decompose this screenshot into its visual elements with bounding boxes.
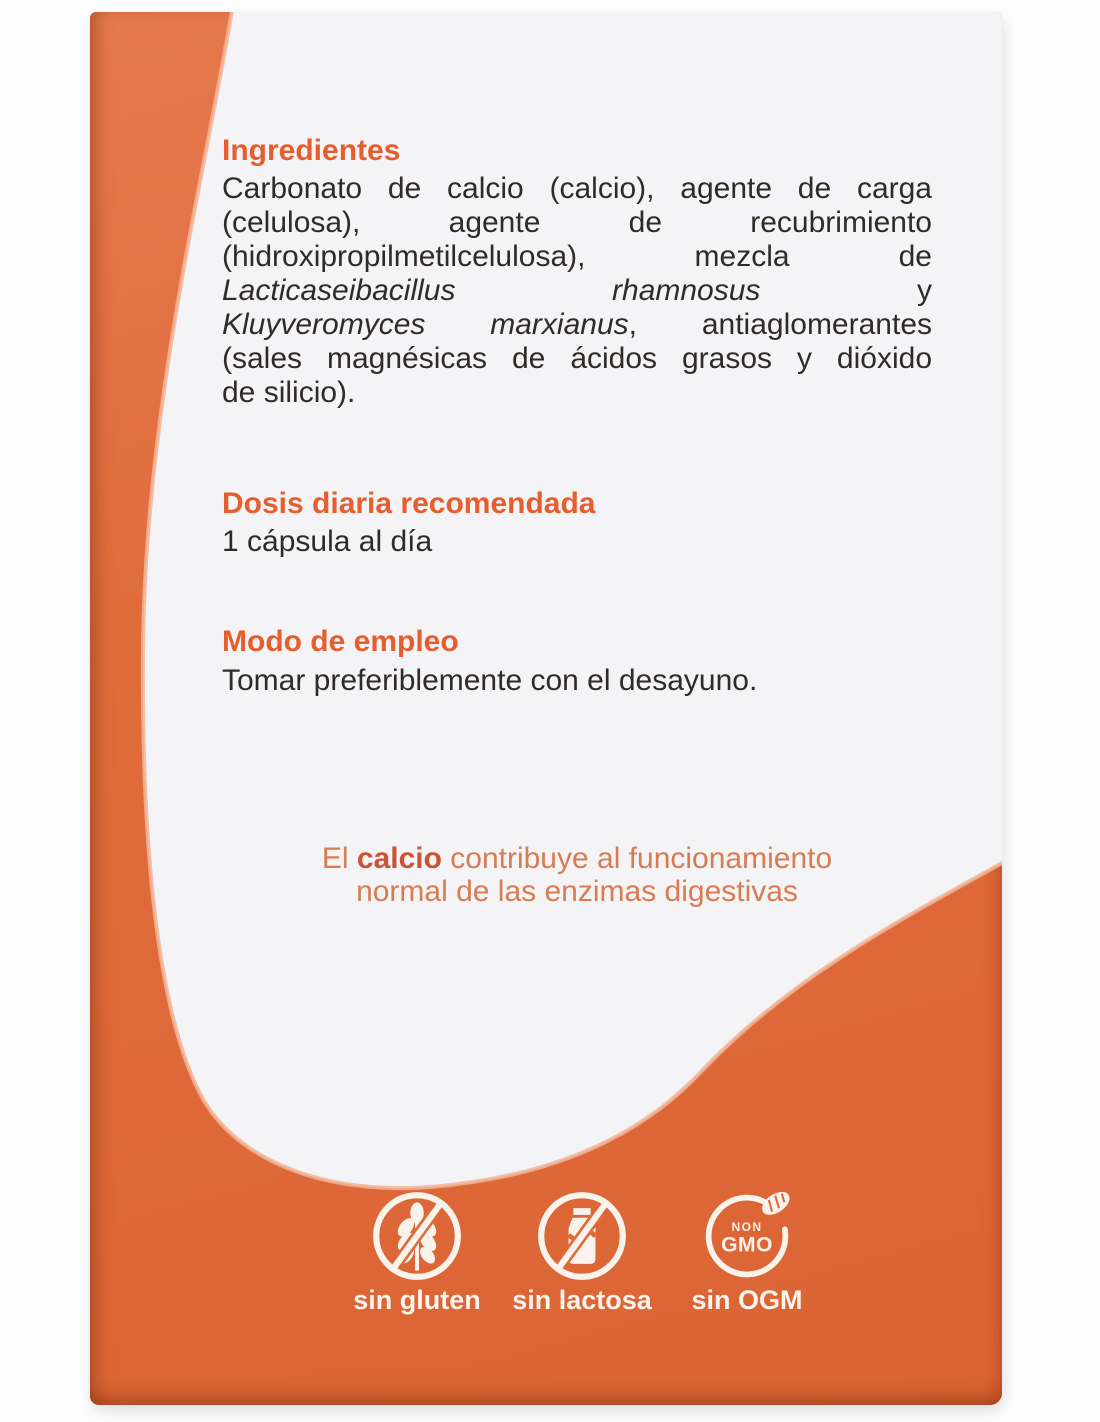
usage-heading: Modo de empleo	[222, 625, 459, 658]
ingredients-text	[222, 172, 932, 410]
usage-text: Tomar preferiblemente con el desayuno.	[222, 664, 758, 697]
ingredients-line: Lacticaseibacillus rhamnosus y	[222, 274, 932, 307]
non-gmo-text-bottom: GMO	[721, 1233, 773, 1257]
dosage-heading: Dosis diaria recomendada	[222, 487, 596, 520]
label-content	[90, 12, 1002, 1405]
supplement-box-back-panel	[90, 12, 1002, 1405]
non-gmo-icon	[699, 1188, 795, 1284]
badge-gluten-free	[332, 1188, 502, 1315]
species-name: Kluyveromyces marxianus	[222, 308, 629, 341]
badge-gmo-label: sin OGM	[691, 1285, 803, 1315]
badge-lactose-free	[497, 1188, 667, 1315]
badge-lactose-label: sin lactosa	[512, 1285, 652, 1315]
ingredients-line: Kluyveromyces marxianus, antiaglomerantes	[222, 308, 932, 341]
badge-non-gmo	[662, 1188, 832, 1315]
ingredients-heading: Ingredientes	[222, 134, 401, 167]
health-claim	[222, 842, 932, 908]
dosage-text: 1 cápsula al día	[222, 525, 433, 558]
claim-bold-word: calcio	[356, 842, 442, 875]
ingredients-line: (sales magnésicas de ácidos grasos y dióxido	[222, 342, 932, 375]
badge-gluten-label: sin gluten	[353, 1285, 481, 1315]
ingredients-line: (celulosa), agente de recubrimiento	[222, 206, 932, 239]
no-gluten-icon	[369, 1188, 465, 1284]
no-lactose-icon	[534, 1188, 630, 1284]
ingredients-line: (hidroxipropilmetilcelulosa), mezcla de	[222, 240, 932, 273]
ingredients-line: de silicio).	[222, 376, 356, 409]
health-claim-line-1: El calcio contribuye al funcionamiento	[321, 842, 833, 875]
health-claim-line-2: normal de las enzimas digestivas	[356, 875, 798, 908]
ingredients-line: Carbonato de calcio (calcio), agente de carga	[222, 172, 932, 205]
species-name: Lacticaseibacillus rhamnosus	[222, 274, 761, 307]
non-gmo-text-top: NON	[731, 1220, 763, 1235]
